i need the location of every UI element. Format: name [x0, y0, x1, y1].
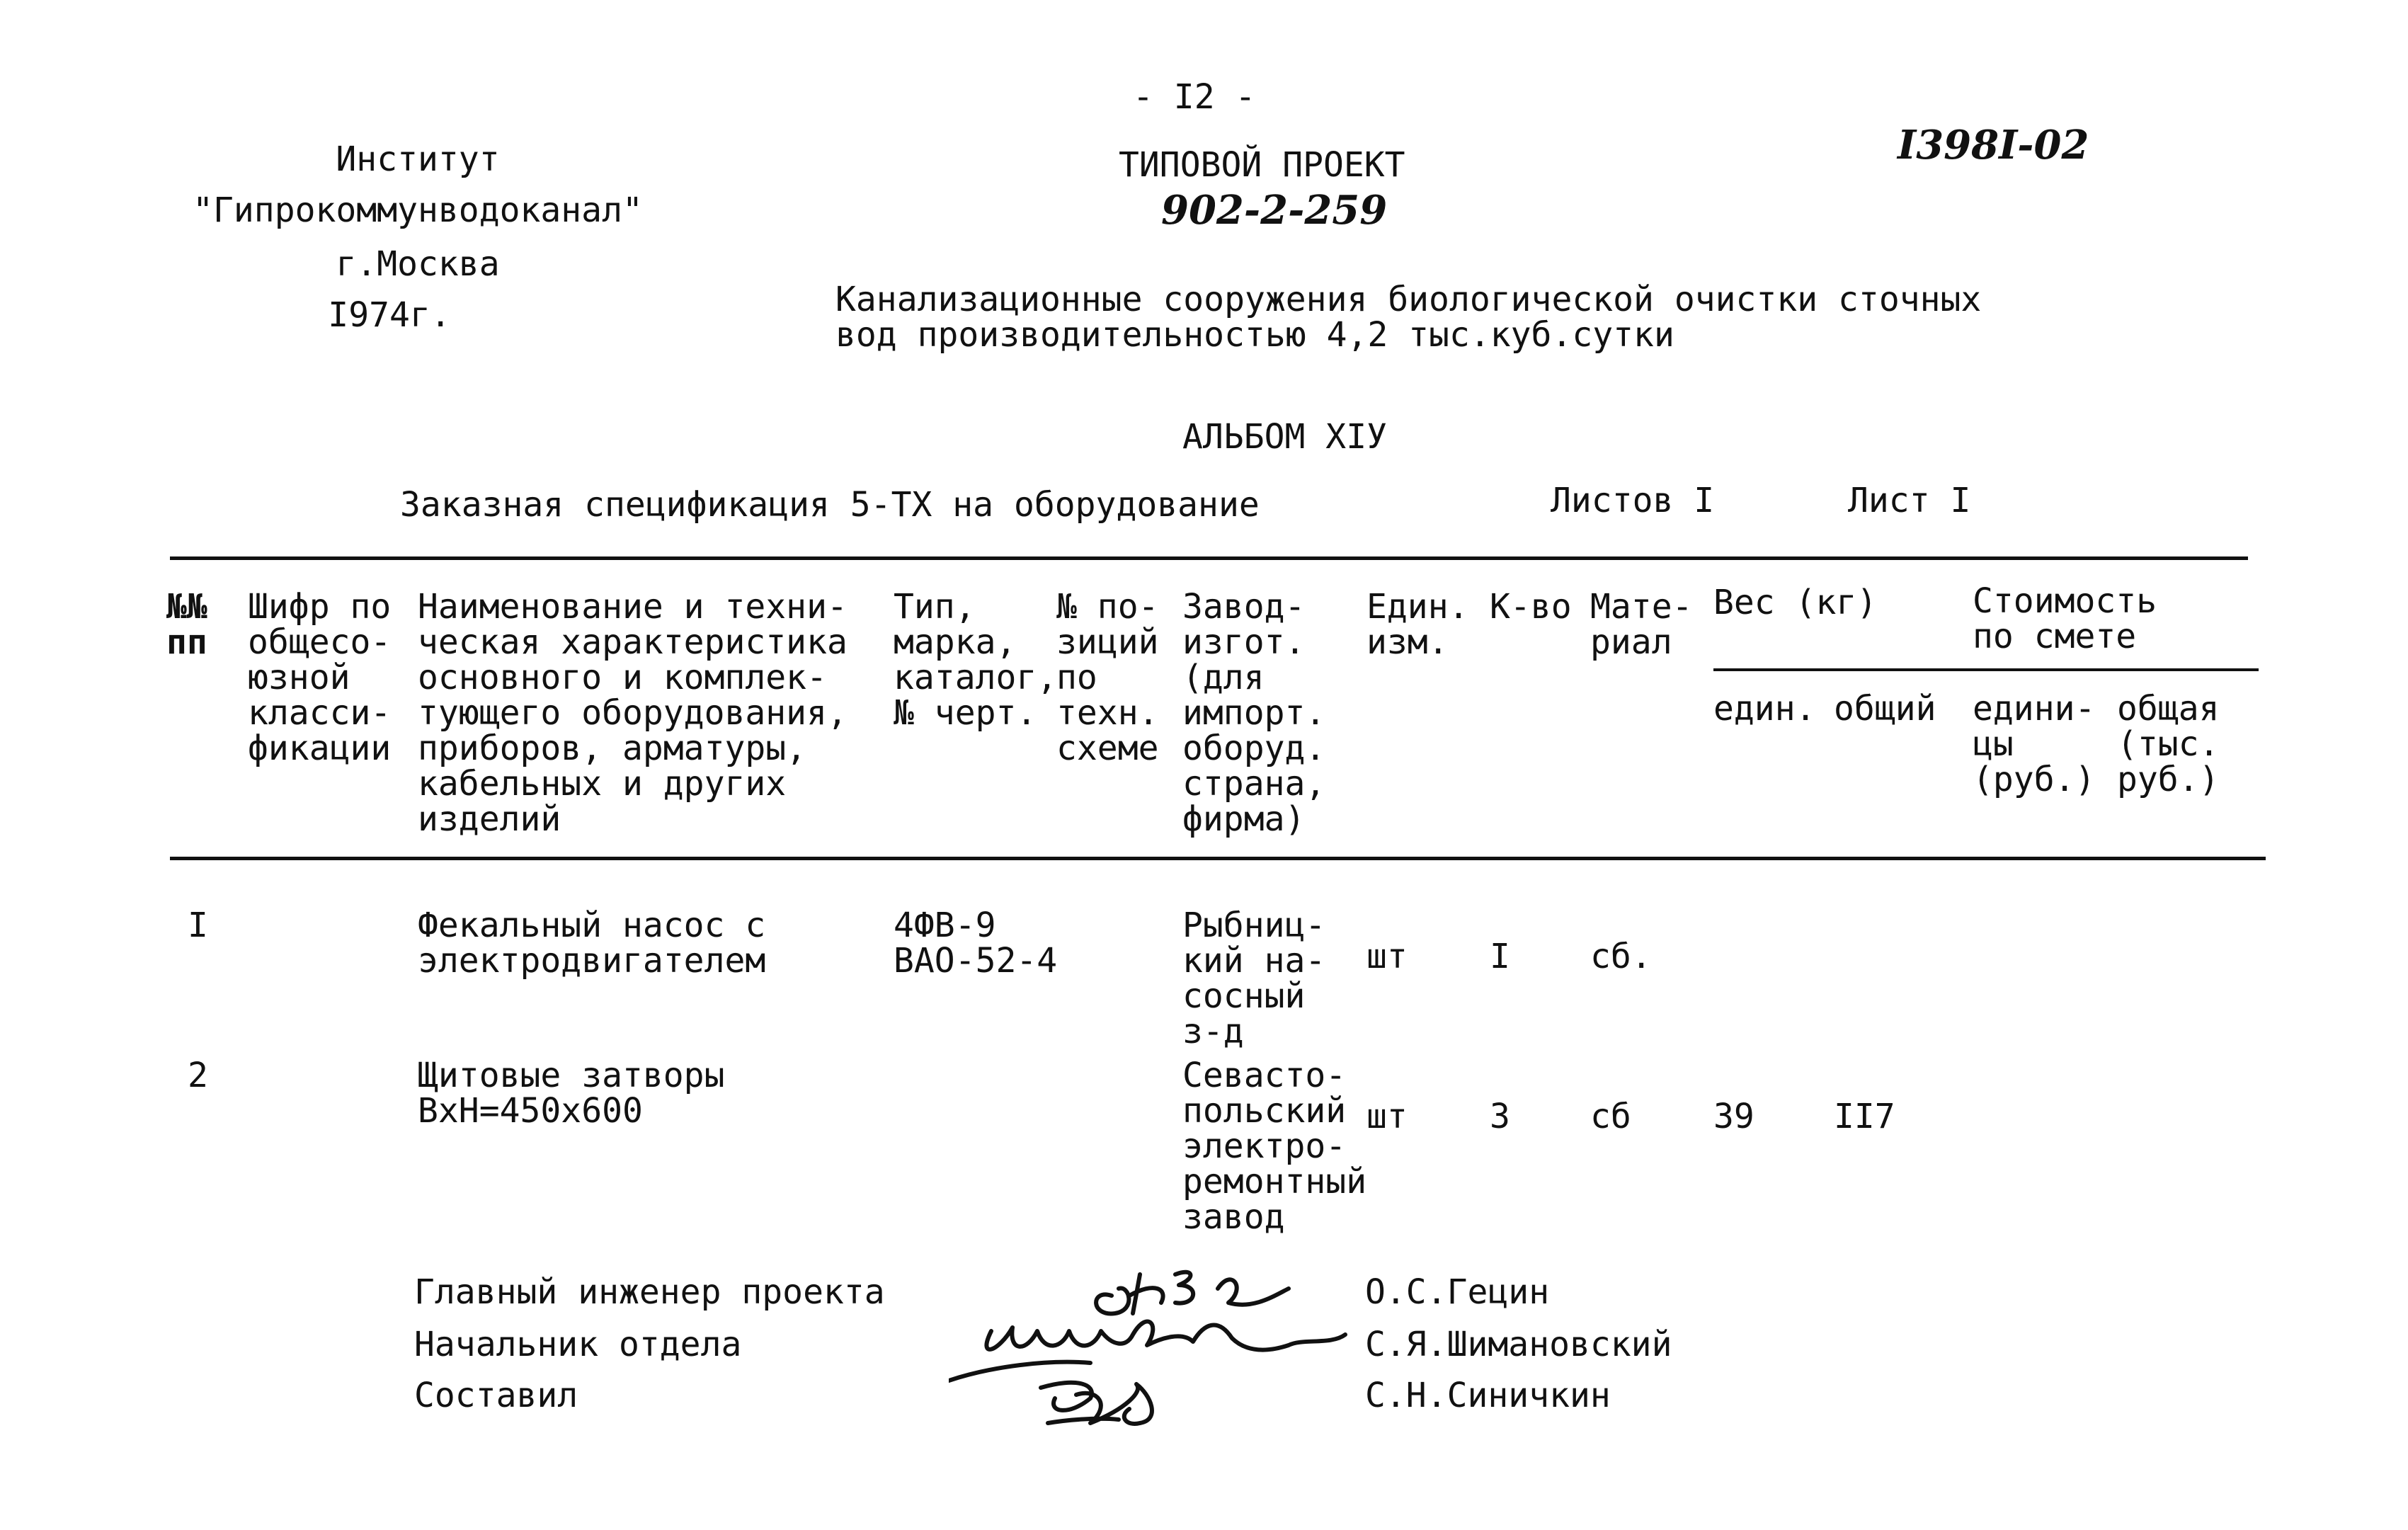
row-weight-total: II7: [1834, 1097, 1895, 1136]
signature-name: О.С.Гецин: [1365, 1272, 1550, 1312]
row-qty: 3: [1490, 1097, 1510, 1136]
header-num: №№ пп: [166, 587, 207, 662]
header-weight-unit: един.: [1713, 689, 1816, 729]
signature-role: Составил: [414, 1376, 578, 1415]
header-material: Мате- риал: [1590, 587, 1693, 662]
signature-role: Главный инженер проекта: [414, 1272, 885, 1312]
row-type: 4ФВ-9 ВАО-52-4: [894, 906, 1058, 981]
row-material: сб: [1590, 1097, 1631, 1136]
header-cost-unit: едини- цы (руб.): [1973, 689, 2096, 799]
row-num: 2: [188, 1056, 208, 1095]
institute-org: "Гипрокоммунводоканал": [193, 190, 643, 230]
institute-city: г.Москва: [336, 244, 500, 284]
signature-name: С.Н.Синичкин: [1365, 1376, 1611, 1415]
handwritten-signatures: [949, 1246, 1374, 1444]
header-weight: Вес (кг): [1713, 583, 1878, 622]
header-cost: Стоимость по смете: [1973, 581, 2157, 656]
project-number: 902-2-259: [1161, 187, 1388, 234]
album-title: АЛЬБОМ XIУ: [1182, 417, 1387, 457]
table-header-bottom-rule: [170, 857, 2266, 860]
institute-name: Институт: [336, 139, 500, 179]
row-material: сб.: [1590, 937, 1652, 976]
header-unit: Един. изм.: [1366, 587, 1469, 662]
archive-number: I398I-02: [1898, 122, 2089, 169]
row-name: Щитовые затворы ВхН=450х600: [418, 1056, 725, 1131]
header-position: № по- зиций по техн. схеме: [1056, 587, 1159, 768]
header-cost-total: общая (тыс. руб.): [2117, 689, 2220, 799]
row-num: I: [188, 906, 208, 945]
row-weight-unit: 39: [1713, 1097, 1754, 1136]
header-name: Наименование и техни- ческая характеристика основного и комплек- тующего оборудования, приборов, арматуры, кабельных и других изделий: [418, 587, 848, 839]
table-top-rule: [170, 556, 2248, 560]
header-weight-total: общий: [1834, 689, 1936, 729]
row-unit: шт: [1366, 937, 1408, 976]
institute-year: I974г.: [328, 295, 451, 335]
header-maker: Завод- изгот. (для импорт. оборуд. страна, фирма): [1182, 587, 1326, 839]
header-qty: К-во: [1490, 587, 1572, 627]
signature-role: Начальник отдела: [414, 1325, 742, 1364]
row-qty: I: [1490, 937, 1510, 976]
row-unit: шт: [1366, 1097, 1408, 1136]
header-code: Шифр по общесо- юзной класси- фикации: [248, 587, 392, 768]
project-description-line1: Канализационные сооружения биологической очистки сточных: [835, 280, 1982, 319]
project-title: ТИПОВОЙ ПРОЕКТ: [1119, 145, 1405, 185]
signature-name: С.Я.Шимановский: [1365, 1325, 1672, 1364]
project-description-line2: вод производительностью 4,2 тыс.куб.сутки: [835, 315, 1674, 355]
header-type: Тип, марка, каталог, № черт.: [894, 587, 1058, 733]
sheet-number: Лист I: [1848, 481, 1971, 520]
header-sub-rule: [1713, 668, 2259, 671]
spec-title: Заказная спецификация 5-ТХ на оборудование: [400, 485, 1260, 525]
row-name: Фекальный насос с электродвигателем: [418, 906, 766, 981]
page-number: - I2 -: [1133, 77, 1256, 117]
row-maker: Севасто- польский электро- ремонтный завод: [1182, 1056, 1367, 1237]
sheets-count: Листов I: [1551, 481, 1715, 520]
row-maker: Рыбниц- кий на- сосный з-д: [1182, 906, 1326, 1051]
